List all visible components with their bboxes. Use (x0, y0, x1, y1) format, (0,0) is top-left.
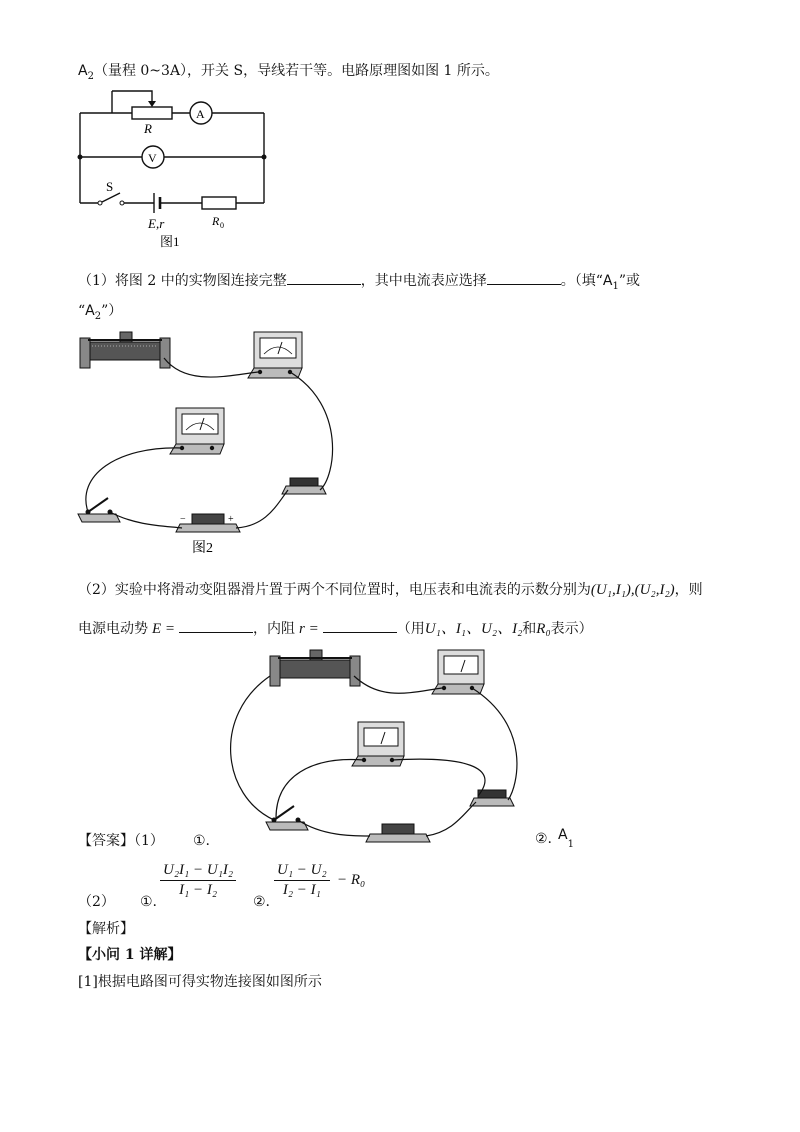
rheostat-r-symbol (132, 107, 172, 119)
fraction-e-denominator: I₁ − I₂ (179, 882, 218, 898)
label-r0-sub: 0 (220, 221, 224, 230)
label-a: A (196, 107, 205, 121)
q1-a2: A (85, 303, 95, 319)
q1-a1: A (602, 273, 613, 289)
figure1-caption: 图1 (160, 234, 180, 249)
label-s: S (106, 179, 114, 194)
answer-switch (266, 806, 308, 830)
intro-line (78, 62, 499, 86)
q1-or: ”或 (618, 273, 641, 289)
label-r: R (144, 121, 152, 136)
ammeter-device-top (248, 332, 302, 378)
q1-middle: ，其中电流表应选择 (360, 273, 487, 289)
resistor-r0-symbol (202, 197, 236, 209)
label-v: V (148, 151, 157, 165)
q2-line1 (78, 581, 703, 599)
q2-blank-r[interactable] (323, 618, 397, 633)
q2-emf-label: 电源电动势 (78, 621, 148, 637)
battery-device (176, 514, 240, 532)
q1-a1-sub: 1 (612, 280, 619, 292)
q1-line2-open: “ (78, 303, 86, 319)
answer-mark4: ②. (253, 894, 271, 910)
intro-text: （量程 0~3A），开关 S，导线若干等。电路原理图如图 1 所示。 (93, 63, 499, 79)
battery-plus: + (228, 514, 234, 525)
q1-line2 (78, 302, 122, 326)
answer-mark2: ②. (535, 831, 553, 847)
figure1-circuit (70, 85, 280, 255)
figure2-apparatus (76, 326, 366, 556)
voltmeter-device (170, 408, 224, 454)
answer-fraction-e (160, 862, 236, 899)
analysis-detail: [1]根据电路图可得实物连接图如图所示 (78, 974, 322, 990)
a2-symbol: A (78, 63, 88, 79)
q1-a2-sub: 2 (94, 310, 102, 322)
analysis-label: 【解析】 (78, 921, 134, 937)
q2-r0: R₀ (536, 621, 551, 637)
label-r0: R (212, 214, 220, 228)
q2-r-label: ，内阻 (253, 621, 296, 637)
answer-resistor (470, 790, 514, 806)
battery-minus: − (180, 514, 186, 525)
q1-blank-2[interactable] (487, 270, 561, 285)
a2-subscript: 2 (87, 70, 94, 82)
resistor-device (282, 478, 326, 494)
answer-a1-symbol: A (558, 827, 568, 843)
answer-label: 【答案】 (78, 833, 134, 849)
answer-mark3: ①. (140, 894, 158, 910)
answer-mark1: ①. (193, 833, 211, 849)
answer-a1 (535, 826, 574, 854)
rheostat-device (80, 332, 170, 368)
answer-part2: （2） (78, 894, 115, 910)
q2-readings: (U₁,I₁),(U₂,I₂) (590, 582, 675, 598)
q1-suffix: 。（填“ (560, 273, 603, 289)
q2-line1-text: （2）实验中将滑动变阻器滑片置于两个不同位置时，电压表和电流表的示数分别为 (78, 582, 591, 598)
answer-a1-sub: 1 (567, 838, 574, 850)
answer-fraction-r (274, 862, 330, 899)
q2-r-symbol: r = (299, 621, 319, 637)
q2-blank-e[interactable] (179, 618, 253, 633)
label-er: E,r (148, 216, 165, 231)
q2-express: 表示） (550, 621, 593, 637)
q1-prefix: （1）将图 2 中的实物图连接完整 (78, 273, 287, 289)
fraction-e-numerator: U₂I₁ − U₁I₂ (160, 862, 236, 881)
answer-rheostat (270, 650, 360, 686)
q2-and: 和 (522, 621, 537, 637)
answer-part1: （1） (134, 833, 164, 849)
switch-s-symbol (100, 193, 120, 203)
analysis-subquestion-1: 【小问 1 详解】 (78, 947, 182, 963)
q2-line1-end: ，则 (674, 582, 703, 598)
answer-apparatus (212, 646, 522, 848)
q2-line2 (78, 618, 593, 638)
answer-ammeter (432, 650, 484, 694)
answer-line1 (78, 832, 164, 850)
figure2-caption: 图2 (192, 541, 213, 556)
q1-line2-close: ”） (101, 303, 123, 319)
fraction-r-denominator: I₂ − I₁ (282, 882, 321, 898)
q1-line1 (78, 270, 640, 296)
fraction-r-numerator: U₁ − U₂ (274, 862, 330, 881)
answer-battery (366, 824, 430, 842)
answer-minus-r0: − R₀ (337, 872, 366, 888)
q1-blank-1[interactable] (287, 270, 361, 285)
switch-device (78, 498, 120, 522)
q2-vars: U₁、I₁、U₂、I₂ (424, 621, 523, 637)
q2-e-symbol: E = (152, 621, 176, 637)
q2-using: （用 (396, 621, 425, 637)
